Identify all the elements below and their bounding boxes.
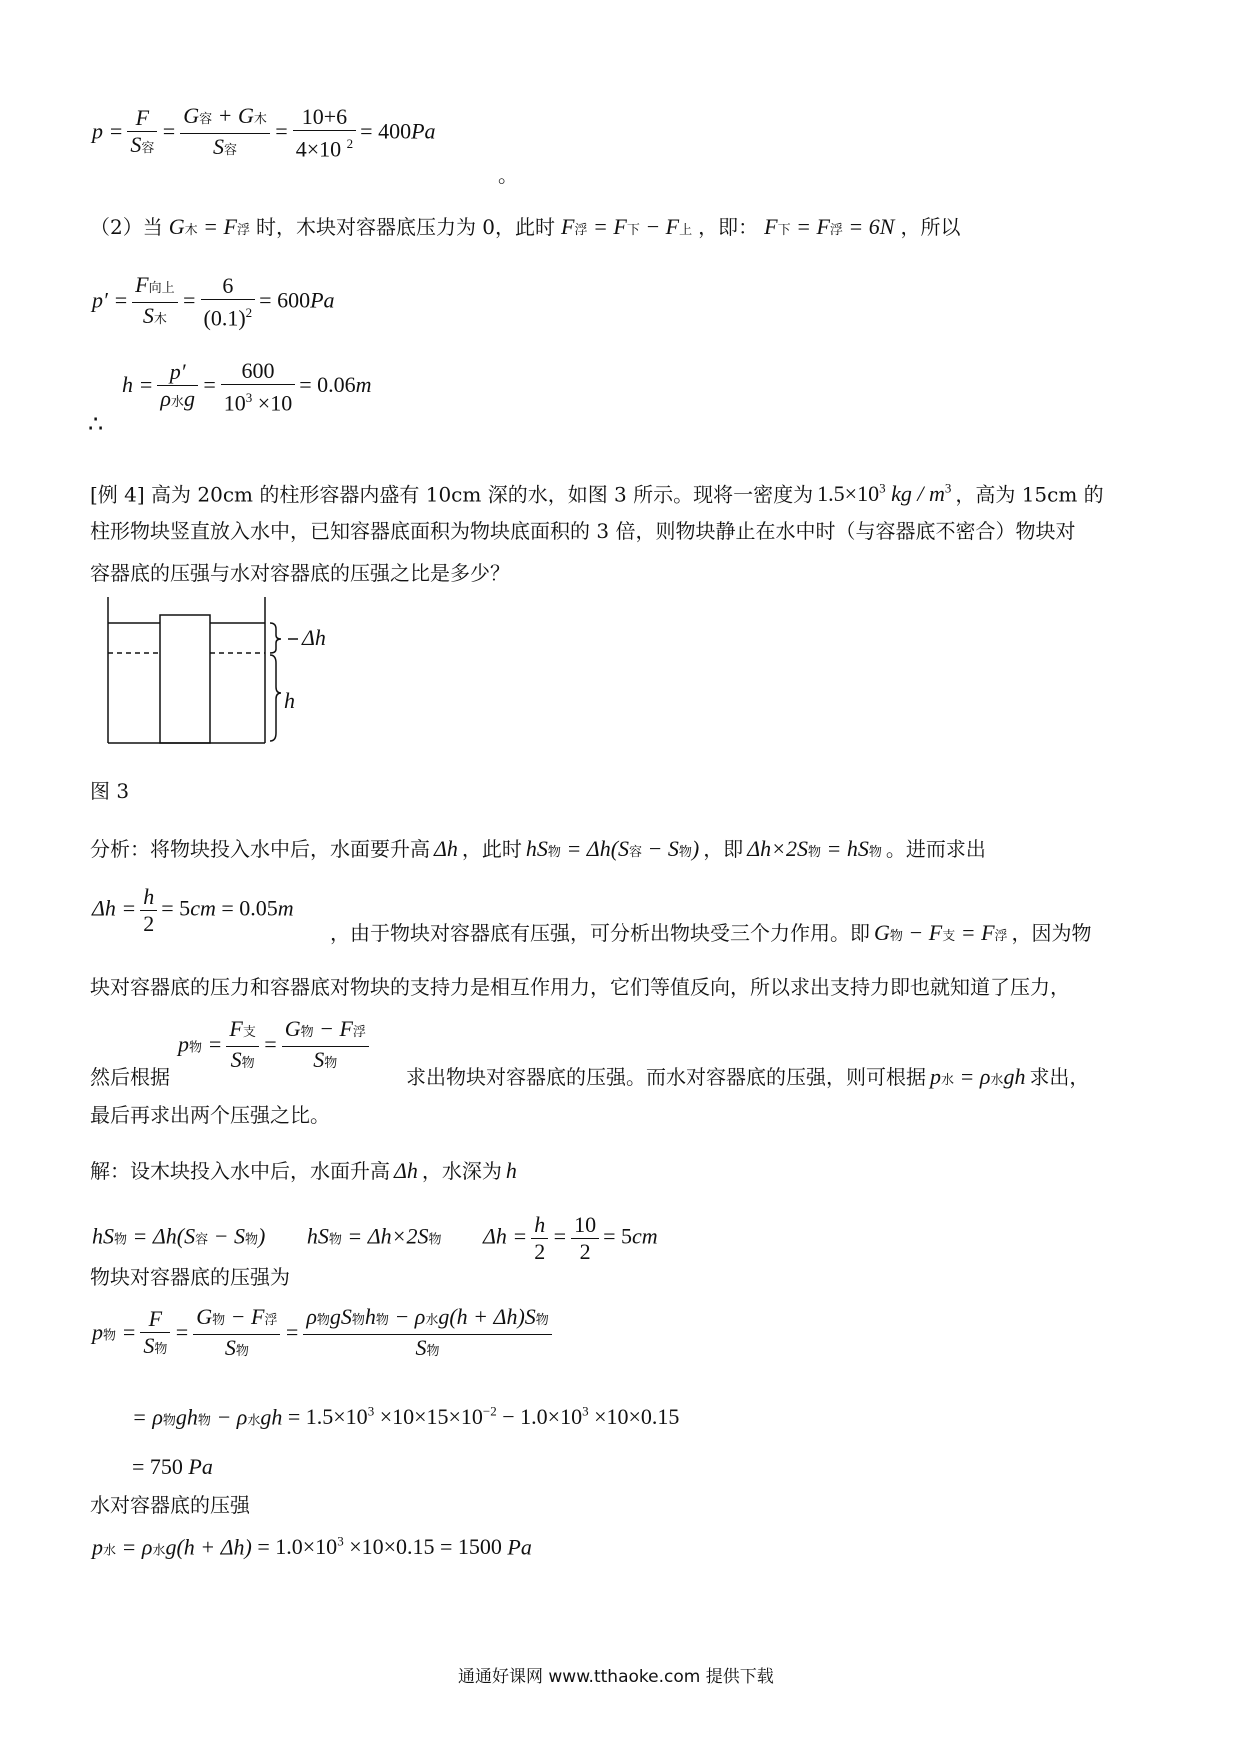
example4-line3: 容器底的压强与水对容器底的压强之比是多少？ [90,561,510,585]
formula-object-pressure-full: p物 = $\frac{F}{\text{S物}}$ = $\frac{\text{G物 − F浮}}{\text{S物}}$ = $\frac{\text{ρ物gS物h物 − ρ水g(h + Δh)S物}}{\text{S物}}$ [92,1304,556,1365]
formula-object-pressure-values: = ρ物gh物 − ρ水gh = $1.5\times 10^3 \times 10\times 15\times 10^{-2} - 1.0\times 10^3 \times 10\times 0.15$ [132,1404,680,1430]
figure-label-h: h [284,688,295,713]
formula-object-pressure: p物 = $\frac{\text{F支}}{\text{S物}}$ = $\frac{\text{G物 − F浮}}{\text{S物}}$ [178,1016,373,1077]
analysis-line3: 块对容器底的压力和容器底对物块的支持力是相互作用力，它们等值反向，所以求出支持力即也就知道了压力， [90,975,1070,999]
analysis-line2: ，由于物块对容器底有压强，可分析出物块受三个力作用。即 G物 − F支 = F浮 ，因为物 [330,920,1092,945]
formula-delta-h: Δh = $\frac{h}{2}$ = 5cm = 0.05m [92,884,294,936]
figure-label-delta-h: Δh [302,625,326,650]
analysis-line5: 最后再求出两个压强之比。 [90,1103,330,1127]
figure-caption: 图 3 [90,779,130,803]
pressure-water-label: 水对容器底的压强 [90,1493,250,1517]
analysis-line1: 分析：将物块投入水中后，水面要升高 Δh ，此时 hS物 = Δh(S容 − S物) ，即 Δh×2S物 = hS物 。进而求出 [90,836,986,861]
example4-line1: [例 4] 高为 20cm 的柱形容器内盛有 10cm 深的水，如图 3 所示。现将一密度为 $1.5\times 10^3$ kg / $m^3$ ，高为 15cm 的 [90,481,1104,507]
example4-line2: 柱形物块竖直放入水中，已知容器底面积为物块底面积的 3 倍，则物块静止在水中时（与容器底不密合）物块对 [90,519,1076,543]
formula-pressure-upward: p′ = $\frac{\text{F向上}}{\text{S木}}$ = $\frac{6}{(0.1)^2}$ = 600Pa [92,272,335,331]
analysis-line4: 然后根据 [90,1065,170,1089]
page-footer: 通通好课网 www.tthaoke.com 提供下载 [458,1667,774,1687]
formula-object-pressure-result: = 750 Pa [132,1454,213,1479]
formula-water-pressure: p水 = ρ水$g(h + \Delta h) = 1.0\times 10^3 \times 10\times 0.15 = 1500$ Pa [92,1534,532,1560]
solution-line1: 解：设木块投入水中后，水面升高 Δh ，水深为 h [90,1158,517,1183]
solution-equations: hS物 = Δh(S容 − S物) hS物 = Δh×2S物 Δh = $\frac{h}{2}$ = $\frac{10}{2}$ = 5cm [92,1212,658,1264]
formula-depth: h = $\frac{p'}{\text{ρ水g}}$ = $\frac{600}{10^3 \times 10}$ = 0.06m [122,358,372,416]
figure-3-container-diagram [100,595,360,745]
therefore-symbol: ∴ [88,412,104,438]
formula-pressure-total: p = $\frac{F}{\text{S容}}$ = $\frac{\text{G容 + G木}}{\text{S容}}$ = $\frac{10+6}{4\times 10 ^2}$ = 400Pa [92,103,436,162]
line2: （2）当 G木 = F浮 时，木块对容器底压力为 0，此时 F浮 = F下 − F上 ，即： F下 = F浮 = 6N ，所以 [90,214,961,239]
formula-end-mark: 。 [498,163,518,187]
pressure-object-label: 物块对容器底的压强为 [90,1265,290,1289]
analysis-line4-cont: 求出物块对容器底的压强。而水对容器底的压强，则可根据 p水 = ρ水gh 求出， [406,1064,1090,1089]
